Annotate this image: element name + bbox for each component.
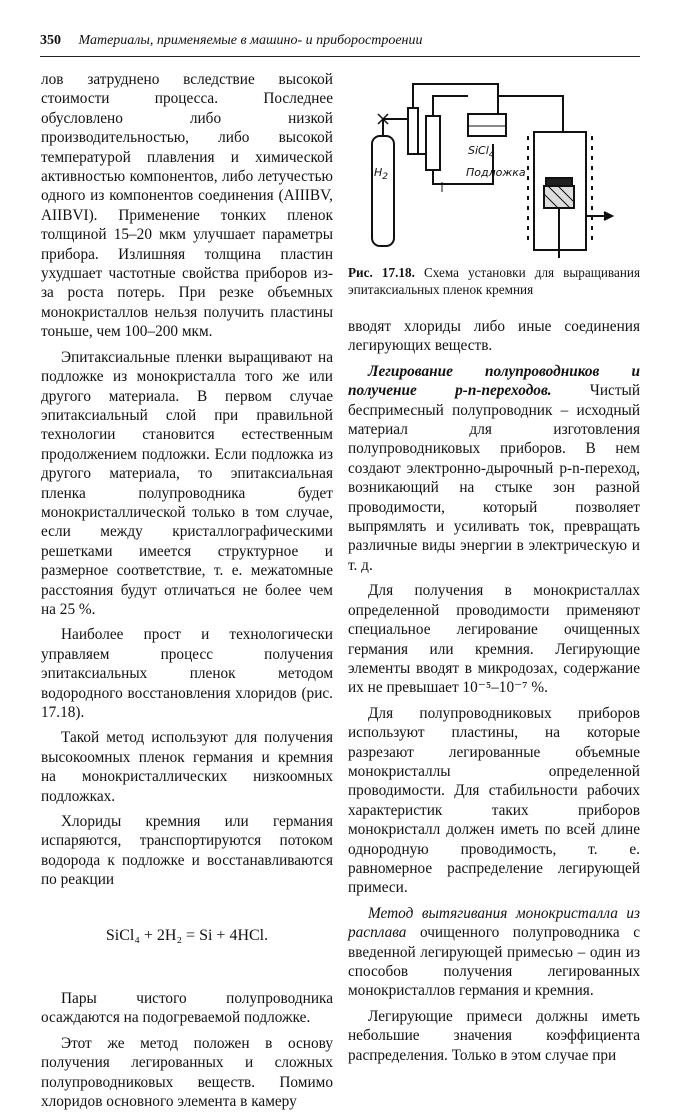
- running-title: Материалы, применяемые в машино- и приборостроении: [78, 33, 423, 48]
- sicl4-bubbler: [468, 114, 506, 136]
- paragraph: Наиболее прост и технологически управляем процесс получения эпитаксиальных пленок методом водородного восстановления хлоридов (рис. 17.18).: [41, 626, 333, 721]
- paragraph: Хлориды кремния или германия испаряются, транспортируются потоком водорода к подложке и восстанавливаются по реакции: [41, 813, 333, 889]
- paragraph: Для получения в монокристаллах определенной проводимости применяют специальное легирование очищенных германия или кремния. Легирующие элементы вводят в микродозах, содержание их не превышает 10⁻⁵–10⁻⁷ %.: [348, 582, 640, 697]
- figure-caption: [348, 264, 640, 298]
- caption-text: Схема установки для выращивания эпитаксиальных пленок кремния: [348, 265, 641, 297]
- label-substrate: Подложка: [466, 166, 526, 179]
- reaction-formula: SiCl₄ + 2H₂ = Si + 4HCl.: [105, 926, 269, 944]
- paragraph: лов затруднено вследствие высокой стоимости процесса. Последнее обусловлено либо низкой производительностью, либо высокой температурой плавления и химической активностью компонентов, либо летучестью одного из компонентов соединения (AIIIBV, AIIBVI). Применение тонких пленок толщиной 15–20 мкм улучшает параметры прибора. Излишняя толщина пластин ухудшает частотные свойства приборов из-за роста потерь. При резке объемных монокристаллов нельзя получить пластины тоньше, чем 100–200 мкм.: [41, 71, 333, 341]
- hydrogen-cylinder: [372, 136, 394, 246]
- label-h2: $H_2$: [374, 166, 389, 183]
- paragraph: Легирование полупроводников и получение p-n-переходов. Чистый беспримесный полупроводник – исходный материал для изготовления полупроводниковых приборов. В нем создают электронно-дырочный p-n-переход, возникающий на стыке зон разной проводимости, который позволяет выпрямлять и усиливать ток, превращать различные виды энергии в электрическую и т. д.: [348, 362, 640, 574]
- paragraph: Для полупроводниковых приборов используют пластины, на которые разрезают легированные объемные монокристаллы определенной проводимости. Для стабильности рабочих характеристик таких приборов монокристалл должен иметь по всей длине однородную проводимость, т. е. равномерное распределение легирующей примеси.: [348, 704, 640, 897]
- running-header: [40, 32, 640, 57]
- label-sicl4: SiCl$_4$: [468, 144, 495, 161]
- gas-pipe: [383, 119, 408, 136]
- paragraph: вводят хлориды либо иные соединения легирующих веществ.: [348, 318, 640, 355]
- page-number: 350: [40, 33, 61, 48]
- paragraph: Эпитаксиальные пленки выращивают на подложке из монокристалла того же или другого материала. В первом случае эпитаксиальный слой при правильной технологии становится естественным продолжением подложки. Если подложка из другого материала, то эпитаксиальная пленка полупроводника будет монокристаллической только в том случае, если между кристаллографическими решетками имеется структурное и размерное соответствие, т. е. межатомные расстояния будут отличаться не более чем на 25 %.: [41, 348, 333, 618]
- flowmeter: [408, 108, 418, 154]
- section-title: Легирование полупроводников и получение p-n-переходов.: [348, 362, 640, 400]
- paragraph: Этот же метод положен в основу получения легированных и сложных полупроводниковых веществ. Помимо хлоридов основного элемента в камеру: [41, 1034, 333, 1111]
- figure-17-18: [348, 74, 640, 306]
- flowmeter: [426, 116, 440, 170]
- paragraph: Метод вытягивания монокристалла из расплава очищенного полупроводника с введенной легирующей примесью – один из способов получения легированных монокристаллов германия и кремния.: [348, 904, 640, 1000]
- right-column: [348, 317, 640, 1071]
- method-title: Метод вытягивания монокристалла из расплава: [348, 904, 640, 942]
- paragraph: Такой метод используют для получения высокоомных пленок германия и кремния на монокристаллических низкоомных подложках.: [41, 729, 333, 805]
- caption-number: Рис. 17.18.: [348, 265, 415, 280]
- left-column: [41, 70, 333, 1118]
- paragraph: Легирующие примеси должны иметь небольшие значения коэффициента распределения. Только в этом случае при: [348, 1007, 640, 1064]
- paragraph: Пары чистого полупроводника осаждаются на подогреваемой подложке.: [41, 990, 333, 1027]
